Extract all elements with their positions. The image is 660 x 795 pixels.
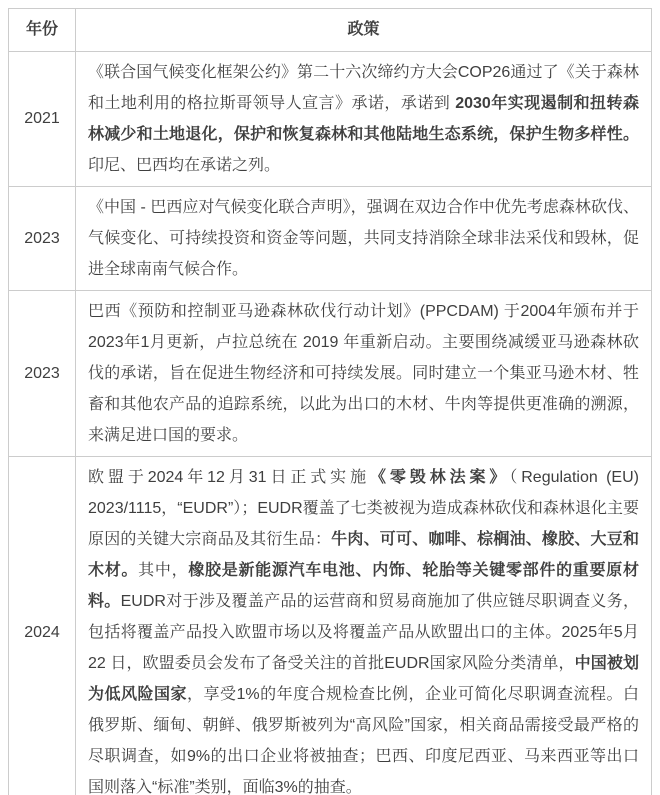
year-cell: 2021 xyxy=(9,52,76,187)
policy-cell xyxy=(76,457,652,795)
header-row xyxy=(9,9,652,52)
policy-table xyxy=(8,8,652,795)
policy-text-segment: 橡胶是新能源汽车电池、内饰、轮胎等关键零部件的重要原材料。 xyxy=(88,562,639,610)
policy-text-segment: ，享受1%的年度合规检查比例，企业可简化尽职调查流程。白俄罗斯、缅甸、朝鲜、俄罗斯被列为“高风险”国家，相关商品需接受最严格的尽职调查，如9%的出口企业将被抽查；巴西、印度尼西亚、马来西亚等出口国则落入“标准”类别，面临3%的抽查。 xyxy=(88,686,639,795)
policy-text-segment: （Regulation (EU) 2023/1115，“EUDR”）；EUDR覆盖了七类被视为造成森林砍伐和森林退化主要原因的关键大宗商品及其衍生品： xyxy=(88,469,639,548)
table-row xyxy=(9,52,652,187)
year-cell: 2024 xyxy=(9,457,76,795)
policy-text-segment: 2030年实现遏制和扭转森林减少和土地退化，保护和恢复森林和其他陆地生态系统，保护生物多样性。 xyxy=(88,95,639,143)
table-row xyxy=(9,457,652,795)
table-row xyxy=(9,291,652,457)
policy-text-segment: EUDR对于涉及覆盖产品的运营商和贸易商施加了供应链尽职调查义务，包括将覆盖产品投入欧盟市场以及将覆盖产品从欧盟出口的主体。2025年5月22 日，欧盟委员会发布了备受关注的首批EUDR国家风险分类清单， xyxy=(88,593,639,672)
year-column-header: 年份 xyxy=(9,9,76,52)
policy-text-segment: 《联合国气候变化框架公约》第二十六次缔约方大会COP26通过了《关于森林和土地利用的格拉斯哥领导人宣言》承诺，承诺到 xyxy=(88,64,639,112)
table-row xyxy=(9,187,652,291)
policy-text-segment: 牛肉、可可、咖啡、棕榈油、橡胶、大豆和木材。 xyxy=(88,531,639,579)
year-cell: 2023 xyxy=(9,187,76,291)
policy-cell xyxy=(76,52,652,187)
policy-text-segment: 欧盟于2024年12月31日正式实施 xyxy=(88,469,370,486)
policy-text-segment: 中国被划为低风险国家 xyxy=(88,655,639,703)
policy-cell xyxy=(76,291,652,457)
policy-text-segment: 印尼、巴西均在承诺之列。 xyxy=(88,157,281,174)
policy-text-segment: 其中， xyxy=(138,562,189,579)
policy-text-segment: 《零毁林法案》 xyxy=(369,469,510,486)
policy-text-segment: 《中国 - 巴西应对气候变化联合声明》，强调在双边合作中优先考虑森林砍伐、气候变化、可持续投资和资金等问题，共同支持消除全球非法采伐和毁林，促进全球南南气候合作。 xyxy=(88,199,639,278)
policy-column-header: 政策 xyxy=(76,9,652,52)
policy-text-segment: 巴西《预防和控制亚马逊森林砍伐行动计划》(PPCDAM) 于2004年颁布并于2023年1月更新，卢拉总统在 2019 年重新启动。主要围绕减缓亚马逊森林砍伐的承诺，旨在促进生物经济和可持续发展。同时建立一个集亚马逊木材、牲畜和其他农产品的追踪系统，以此为出口的木材、牛肉等提供更准确的溯源，来满足进口国的要求。 xyxy=(88,303,639,444)
year-cell: 2023 xyxy=(9,291,76,457)
policy-cell xyxy=(76,187,652,291)
